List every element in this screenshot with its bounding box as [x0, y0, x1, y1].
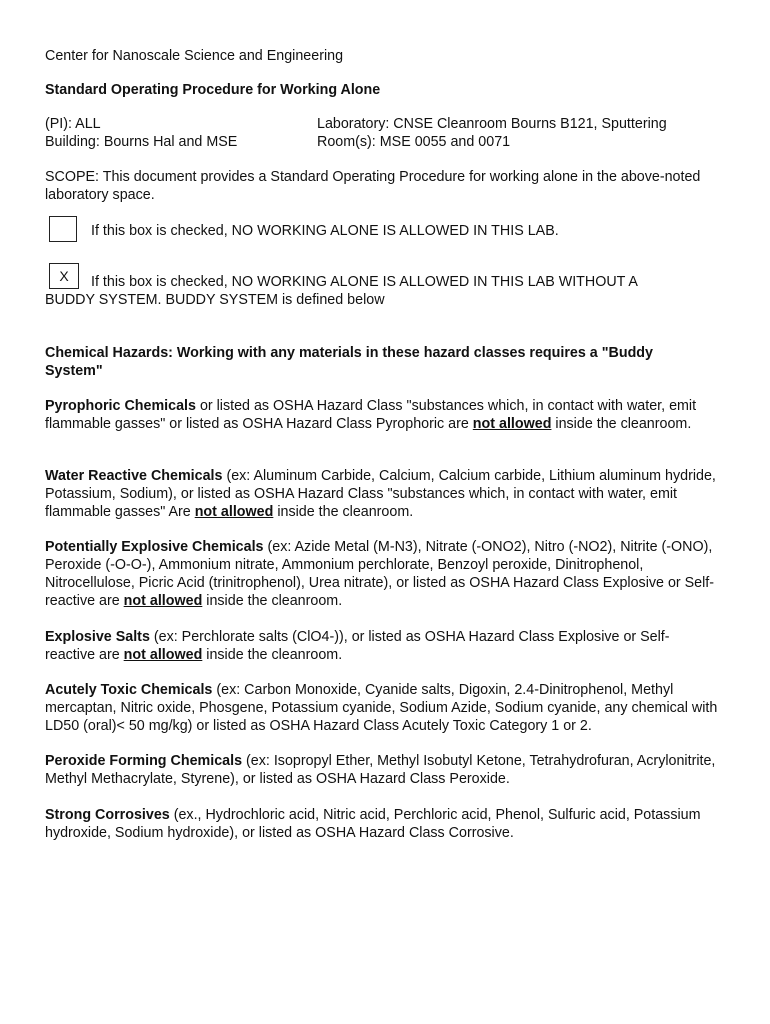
hazard-water-reactive	[45, 467, 717, 521]
hazard-description: or listed as OSHA Hazard Class "substances which, in contact with water, emit flammable gasses" or listed as OSHA Hazard Class Pyrophoric are	[45, 398, 697, 432]
hazards-heading: Chemical Hazards: Working with any materials in these hazard classes requires a "Buddy System"	[45, 345, 653, 379]
hazard-description-end: inside the cleanroom.	[551, 416, 692, 432]
hazard-name: Acutely Toxic Chemicals	[45, 682, 213, 698]
info-block	[45, 115, 735, 151]
hazard-description-end: inside the cleanroom.	[202, 647, 343, 663]
pi-field: (PI): ALL	[45, 116, 101, 132]
hazard-pyrophoric	[45, 397, 717, 433]
hazard-description: (ex., Hydrochloric acid, Nitric acid, Perchloric acid, Phenol, Sulfuric acid, Potassium hydroxide, Sodium hydroxide), or listed as OSHA Hazard Class Corrosive.	[45, 807, 701, 841]
hazard-description: (ex: Azide Metal (M-N3), Nitrate (-ONO2), Nitro (-NO2), Nitrite (-ONO), Peroxide (-O-O-), Ammonium nitrate, Ammonium perchlorate, Benzoyl peroxide, Dinitrophenol, Nitrocellulose, Picric Acid (trinitrophenol), Urea nitrate), or listed as OSHA Hazard Class Explosive or Self-reactive are	[45, 539, 715, 609]
rooms-field: Room(s): MSE 0055 and 0071	[317, 134, 511, 150]
hazard-strong-corrosives	[45, 806, 717, 842]
scope-paragraph: SCOPE: This document provides a Standard Operating Procedure for working alone in the above-noted laboratory space.	[45, 169, 701, 203]
hazard-explosive-salts	[45, 628, 717, 664]
hazard-name: Strong Corrosives	[45, 807, 170, 823]
hazard-description: (ex: Perchlorate salts (ClO4-)), or listed as OSHA Hazard Class Explosive or Self-reactive are	[45, 629, 670, 663]
hazard-name: Peroxide Forming Chemicals	[45, 753, 243, 769]
hazard-name: Pyrophoric Chemicals	[45, 398, 196, 414]
hazard-description-end: inside the cleanroom.	[202, 593, 343, 609]
hazard-acutely-toxic	[45, 681, 725, 735]
not-allowed-emphasis: not allowed	[123, 647, 203, 663]
checkbox-mark: X	[59, 268, 69, 284]
building-field: Building: Bourns Hal and MSE	[45, 134, 238, 150]
document-title: Standard Operating Procedure for Working Alone	[45, 82, 381, 98]
hazard-description-end: inside the cleanroom.	[273, 504, 414, 520]
hazard-name: Explosive Salts	[45, 629, 150, 645]
hazard-description: (ex: Isopropyl Ether, Methyl Isobutyl Ketone, Tetrahydrofuran, Acrylonitrite, Methyl Methacrylate, Styrene), or listed as OSHA Hazard Class Peroxide.	[45, 753, 716, 787]
not-allowed-emphasis: not allowed	[472, 416, 552, 432]
hazard-name: Water Reactive Chemicals	[45, 468, 223, 484]
buddy-system-label-cont: BUDDY SYSTEM. BUDDY SYSTEM is defined below	[45, 292, 385, 308]
hazard-description: (ex: Carbon Monoxide, Cyanide salts, Digoxin, 2.4-Dinitrophenol, Methyl mercaptan, Nitric oxide, Phosgene, Potassium cyanide, Sodium Azide, Sodium cyanide, any chemical with LD50 (oral)< 50 mg/kg) or listed as OSHA Hazard Class Acutely Toxic Category 1 or 2.	[45, 682, 718, 734]
buddy-system-label: If this box is checked, NO WORKING ALONE IS ALLOWED IN THIS LAB WITHOUT A	[91, 274, 638, 290]
hazard-name: Potentially Explosive Chemicals	[45, 539, 264, 555]
no-working-alone-label: If this box is checked, NO WORKING ALONE IS ALLOWED IN THIS LAB.	[91, 223, 559, 239]
org-name: Center for Nanoscale Science and Engineering	[45, 48, 344, 64]
laboratory-field: Laboratory: CNSE Cleanroom Bourns B121, Sputtering	[317, 116, 667, 132]
not-allowed-emphasis: not allowed	[194, 504, 274, 520]
hazard-potentially-explosive	[45, 538, 717, 610]
hazard-description: (ex: Aluminum Carbide, Calcium, Calcium carbide, Lithium aluminum hydride, Potassium, Sodium), or listed as OSHA Hazard Class "substances which, in contact with water, emit flammable gasses" Are	[45, 468, 716, 520]
no-working-alone-checkbox[interactable]	[49, 216, 77, 242]
buddy-system-checkbox[interactable]	[49, 263, 79, 289]
not-allowed-emphasis: not allowed	[123, 593, 203, 609]
hazard-peroxide-forming	[45, 752, 717, 788]
